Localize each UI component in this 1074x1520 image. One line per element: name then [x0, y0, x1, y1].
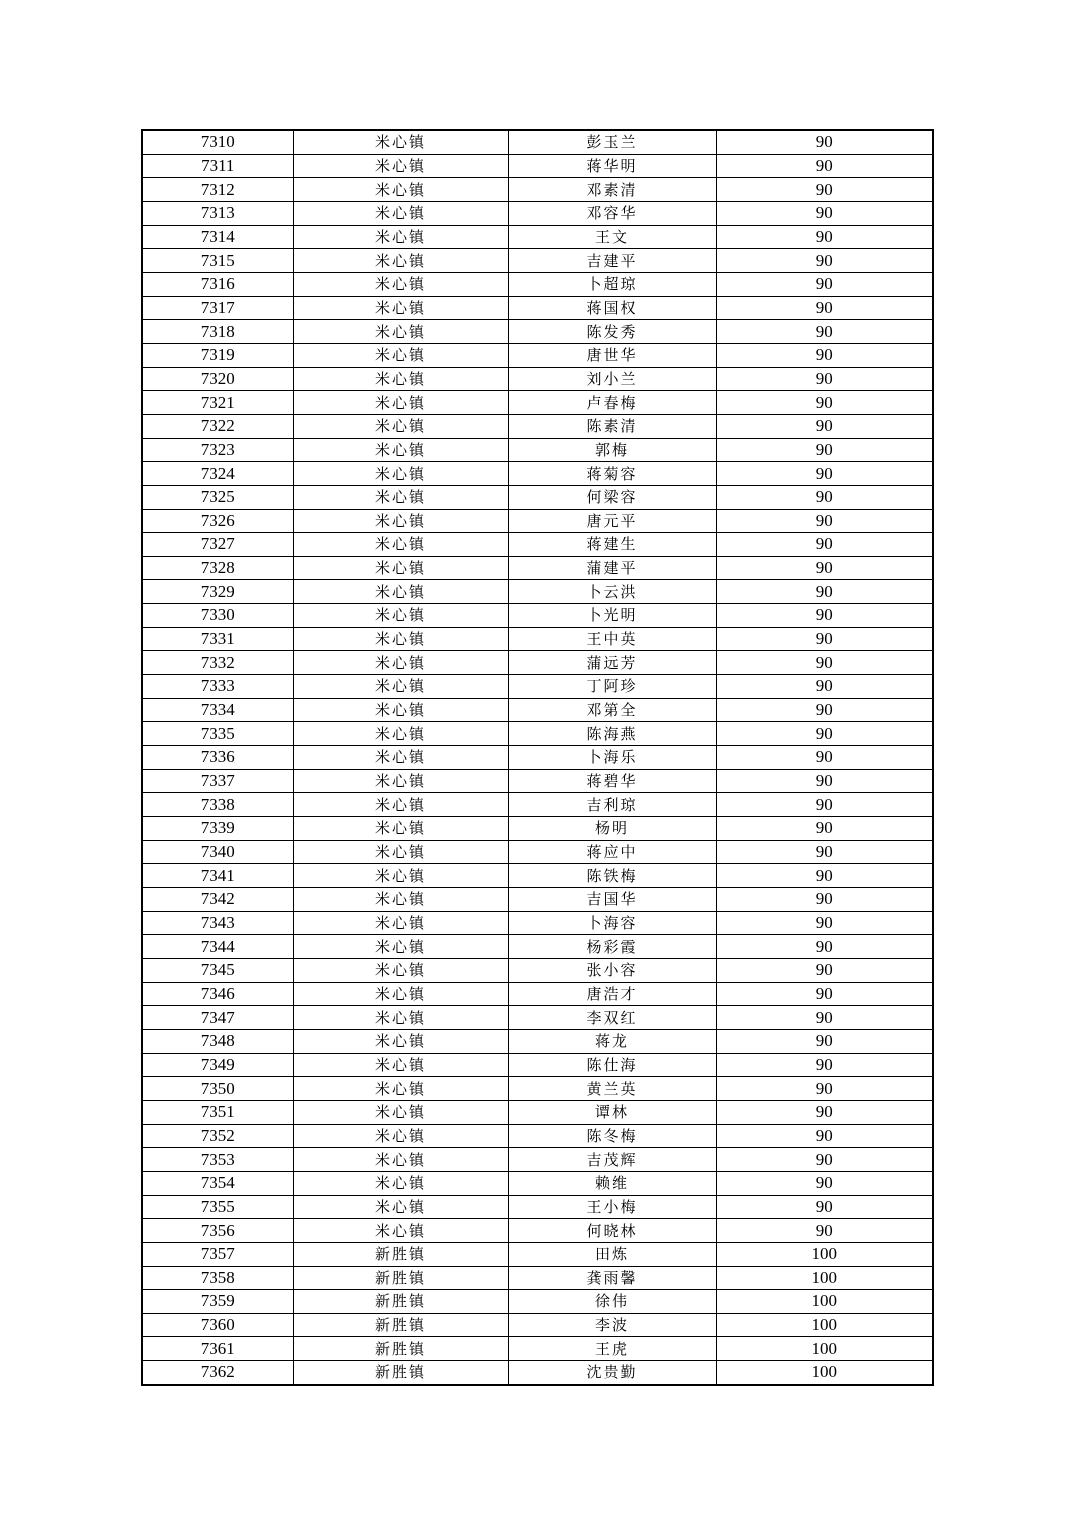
table-row [142, 982, 933, 1006]
cell-id: 7325 [142, 485, 293, 509]
table-row [142, 320, 933, 344]
cell-id: 7345 [142, 958, 293, 982]
cell-id: 7334 [142, 698, 293, 722]
cell-town: 米心镇 [293, 580, 508, 604]
cell-town: 米心镇 [293, 154, 508, 178]
cell-amount: 90 [716, 698, 933, 722]
cell-amount: 90 [716, 675, 933, 699]
cell-id: 7321 [142, 391, 293, 415]
cell-name: 唐世华 [508, 343, 716, 367]
cell-name: 李双红 [508, 1006, 716, 1030]
cell-town: 米心镇 [293, 1124, 508, 1148]
table-row [142, 888, 933, 912]
cell-town: 米心镇 [293, 414, 508, 438]
cell-name: 何晓林 [508, 1219, 716, 1243]
table-row [142, 840, 933, 864]
table-row [142, 651, 933, 675]
cell-town: 米心镇 [293, 1148, 508, 1172]
cell-name: 何梁容 [508, 485, 716, 509]
cell-town: 米心镇 [293, 320, 508, 344]
table-row [142, 627, 933, 651]
table-row [142, 864, 933, 888]
cell-name: 陈冬梅 [508, 1124, 716, 1148]
cell-id: 7340 [142, 840, 293, 864]
cell-amount: 90 [716, 272, 933, 296]
table-row [142, 130, 933, 154]
table-row [142, 1124, 933, 1148]
cell-id: 7361 [142, 1337, 293, 1361]
table-row [142, 201, 933, 225]
cell-town: 米心镇 [293, 1006, 508, 1030]
cell-id: 7328 [142, 556, 293, 580]
cell-amount: 90 [716, 793, 933, 817]
cell-name: 郭梅 [508, 438, 716, 462]
cell-id: 7355 [142, 1195, 293, 1219]
cell-id: 7315 [142, 249, 293, 273]
cell-id: 7347 [142, 1006, 293, 1030]
cell-name: 蒋建生 [508, 533, 716, 557]
cell-name: 彭玉兰 [508, 130, 716, 154]
cell-id: 7324 [142, 462, 293, 486]
table-row [142, 911, 933, 935]
table-row [142, 154, 933, 178]
cell-name: 陈海燕 [508, 722, 716, 746]
cell-name: 吉茂辉 [508, 1148, 716, 1172]
cell-town: 米心镇 [293, 982, 508, 1006]
cell-amount: 90 [716, 485, 933, 509]
cell-name: 杨明 [508, 817, 716, 841]
cell-name: 吉建平 [508, 249, 716, 273]
cell-town: 米心镇 [293, 651, 508, 675]
cell-id: 7349 [142, 1053, 293, 1077]
cell-id: 7319 [142, 343, 293, 367]
cell-id: 7353 [142, 1148, 293, 1172]
table-row [142, 1053, 933, 1077]
cell-id: 7320 [142, 367, 293, 391]
cell-id: 7348 [142, 1029, 293, 1053]
cell-name: 黄兰英 [508, 1077, 716, 1101]
cell-name: 王虎 [508, 1337, 716, 1361]
table-row [142, 1006, 933, 1030]
cell-town: 米心镇 [293, 935, 508, 959]
table-row [142, 935, 933, 959]
table-row [142, 817, 933, 841]
cell-id: 7344 [142, 935, 293, 959]
cell-id: 7346 [142, 982, 293, 1006]
table-row [142, 391, 933, 415]
table-row [142, 722, 933, 746]
cell-town: 米心镇 [293, 1195, 508, 1219]
table-row [142, 296, 933, 320]
cell-town: 米心镇 [293, 533, 508, 557]
cell-name: 蒋龙 [508, 1029, 716, 1053]
cell-amount: 90 [716, 864, 933, 888]
table-row [142, 1100, 933, 1124]
cell-amount: 90 [716, 201, 933, 225]
cell-town: 米心镇 [293, 201, 508, 225]
cell-id: 7362 [142, 1361, 293, 1385]
cell-amount: 90 [716, 225, 933, 249]
table-row [142, 1195, 933, 1219]
cell-amount: 100 [716, 1242, 933, 1266]
cell-name: 卜超琼 [508, 272, 716, 296]
cell-amount: 90 [716, 746, 933, 770]
cell-id: 7336 [142, 746, 293, 770]
cell-amount: 90 [716, 1053, 933, 1077]
cell-town: 新胜镇 [293, 1242, 508, 1266]
cell-id: 7360 [142, 1313, 293, 1337]
cell-name: 邓第全 [508, 698, 716, 722]
cell-id: 7351 [142, 1100, 293, 1124]
cell-id: 7330 [142, 604, 293, 628]
cell-name: 龚雨馨 [508, 1266, 716, 1290]
cell-amount: 100 [716, 1266, 933, 1290]
cell-amount: 90 [716, 1148, 933, 1172]
cell-id: 7342 [142, 888, 293, 912]
cell-id: 7359 [142, 1290, 293, 1314]
cell-id: 7329 [142, 580, 293, 604]
cell-town: 新胜镇 [293, 1290, 508, 1314]
cell-town: 米心镇 [293, 178, 508, 202]
cell-town: 米心镇 [293, 769, 508, 793]
cell-id: 7332 [142, 651, 293, 675]
cell-amount: 90 [716, 911, 933, 935]
cell-amount: 90 [716, 1100, 933, 1124]
cell-amount: 100 [716, 1290, 933, 1314]
cell-amount: 90 [716, 1124, 933, 1148]
table-row [142, 958, 933, 982]
cell-town: 米心镇 [293, 1077, 508, 1101]
cell-amount: 100 [716, 1313, 933, 1337]
cell-amount: 90 [716, 604, 933, 628]
cell-amount: 90 [716, 580, 933, 604]
cell-name: 蒋应中 [508, 840, 716, 864]
cell-name: 唐浩才 [508, 982, 716, 1006]
table-row [142, 1077, 933, 1101]
cell-name: 李波 [508, 1313, 716, 1337]
table-row [142, 793, 933, 817]
cell-name: 邓容华 [508, 201, 716, 225]
table-row [142, 675, 933, 699]
table-row [142, 225, 933, 249]
cell-id: 7350 [142, 1077, 293, 1101]
cell-id: 7327 [142, 533, 293, 557]
table-row [142, 272, 933, 296]
cell-town: 米心镇 [293, 864, 508, 888]
cell-amount: 90 [716, 1195, 933, 1219]
cell-town: 米心镇 [293, 343, 508, 367]
cell-town: 米心镇 [293, 817, 508, 841]
cell-name: 吉利琼 [508, 793, 716, 817]
cell-id: 7318 [142, 320, 293, 344]
cell-amount: 90 [716, 1029, 933, 1053]
cell-name: 杨彩霞 [508, 935, 716, 959]
table-row [142, 367, 933, 391]
cell-amount: 90 [716, 178, 933, 202]
cell-amount: 90 [716, 840, 933, 864]
cell-id: 7339 [142, 817, 293, 841]
cell-town: 米心镇 [293, 367, 508, 391]
cell-name: 蒋碧华 [508, 769, 716, 793]
cell-id: 7352 [142, 1124, 293, 1148]
cell-name: 陈发秀 [508, 320, 716, 344]
cell-amount: 90 [716, 651, 933, 675]
cell-town: 新胜镇 [293, 1361, 508, 1385]
table-row [142, 1290, 933, 1314]
cell-name: 王小梅 [508, 1195, 716, 1219]
cell-name: 卜海容 [508, 911, 716, 935]
cell-name: 蒋菊容 [508, 462, 716, 486]
table-row [142, 1029, 933, 1053]
cell-name: 陈仕海 [508, 1053, 716, 1077]
cell-amount: 90 [716, 414, 933, 438]
cell-town: 米心镇 [293, 604, 508, 628]
table-row [142, 1219, 933, 1243]
table-row [142, 509, 933, 533]
cell-id: 7322 [142, 414, 293, 438]
cell-id: 7311 [142, 154, 293, 178]
cell-town: 米心镇 [293, 485, 508, 509]
cell-amount: 90 [716, 509, 933, 533]
cell-town: 米心镇 [293, 130, 508, 154]
cell-town: 米心镇 [293, 746, 508, 770]
cell-name: 刘小兰 [508, 367, 716, 391]
cell-amount: 90 [716, 249, 933, 273]
cell-amount: 90 [716, 320, 933, 344]
cell-id: 7335 [142, 722, 293, 746]
cell-id: 7354 [142, 1171, 293, 1195]
cell-amount: 90 [716, 438, 933, 462]
cell-id: 7331 [142, 627, 293, 651]
cell-name: 唐元平 [508, 509, 716, 533]
cell-name: 邓素清 [508, 178, 716, 202]
cell-amount: 90 [716, 982, 933, 1006]
cell-id: 7316 [142, 272, 293, 296]
cell-id: 7312 [142, 178, 293, 202]
cell-name: 徐伟 [508, 1290, 716, 1314]
table-row [142, 1171, 933, 1195]
cell-town: 米心镇 [293, 438, 508, 462]
cell-amount: 90 [716, 391, 933, 415]
table-row [142, 769, 933, 793]
cell-name: 蒲建平 [508, 556, 716, 580]
cell-amount: 90 [716, 1171, 933, 1195]
table-row [142, 438, 933, 462]
cell-amount: 90 [716, 817, 933, 841]
cell-town: 米心镇 [293, 391, 508, 415]
cell-id: 7341 [142, 864, 293, 888]
cell-amount: 100 [716, 1337, 933, 1361]
cell-town: 米心镇 [293, 888, 508, 912]
cell-name: 蒲远芳 [508, 651, 716, 675]
table-row [142, 556, 933, 580]
table-row [142, 1242, 933, 1266]
cell-town: 米心镇 [293, 1029, 508, 1053]
table-row [142, 1148, 933, 1172]
cell-id: 7357 [142, 1242, 293, 1266]
cell-name: 谭林 [508, 1100, 716, 1124]
cell-id: 7317 [142, 296, 293, 320]
cell-amount: 90 [716, 627, 933, 651]
cell-town: 米心镇 [293, 225, 508, 249]
table-row [142, 1361, 933, 1385]
cell-amount: 100 [716, 1361, 933, 1385]
table-body [142, 130, 933, 1385]
cell-amount: 90 [716, 722, 933, 746]
cell-town: 新胜镇 [293, 1266, 508, 1290]
cell-town: 米心镇 [293, 462, 508, 486]
table-row [142, 178, 933, 202]
cell-town: 米心镇 [293, 272, 508, 296]
cell-name: 卜光明 [508, 604, 716, 628]
cell-id: 7313 [142, 201, 293, 225]
subsidy-table [141, 129, 934, 1386]
cell-amount: 90 [716, 296, 933, 320]
cell-town: 米心镇 [293, 1053, 508, 1077]
cell-id: 7326 [142, 509, 293, 533]
cell-name: 田炼 [508, 1242, 716, 1266]
cell-name: 卜海乐 [508, 746, 716, 770]
cell-town: 米心镇 [293, 911, 508, 935]
cell-name: 张小容 [508, 958, 716, 982]
cell-amount: 90 [716, 1006, 933, 1030]
cell-name: 陈素清 [508, 414, 716, 438]
cell-name: 吉国华 [508, 888, 716, 912]
cell-town: 米心镇 [293, 1100, 508, 1124]
cell-name: 蒋华明 [508, 154, 716, 178]
cell-town: 米心镇 [293, 675, 508, 699]
cell-town: 米心镇 [293, 556, 508, 580]
cell-id: 7343 [142, 911, 293, 935]
cell-name: 王中英 [508, 627, 716, 651]
cell-id: 7333 [142, 675, 293, 699]
cell-town: 米心镇 [293, 509, 508, 533]
cell-town: 新胜镇 [293, 1337, 508, 1361]
cell-amount: 90 [716, 343, 933, 367]
cell-id: 7338 [142, 793, 293, 817]
cell-town: 米心镇 [293, 627, 508, 651]
cell-town: 米心镇 [293, 1219, 508, 1243]
cell-amount: 90 [716, 154, 933, 178]
table-row [142, 462, 933, 486]
cell-amount: 90 [716, 769, 933, 793]
cell-town: 米心镇 [293, 793, 508, 817]
cell-name: 蒋国权 [508, 296, 716, 320]
cell-id: 7314 [142, 225, 293, 249]
cell-amount: 90 [716, 130, 933, 154]
table-row [142, 343, 933, 367]
cell-name: 沈贵勤 [508, 1361, 716, 1385]
cell-name: 卢春梅 [508, 391, 716, 415]
cell-town: 米心镇 [293, 958, 508, 982]
cell-id: 7310 [142, 130, 293, 154]
cell-amount: 90 [716, 888, 933, 912]
cell-name: 陈铁梅 [508, 864, 716, 888]
table-row [142, 604, 933, 628]
cell-town: 米心镇 [293, 698, 508, 722]
cell-town: 米心镇 [293, 840, 508, 864]
cell-amount: 90 [716, 1219, 933, 1243]
table-row [142, 1313, 933, 1337]
cell-amount: 90 [716, 935, 933, 959]
table-row [142, 414, 933, 438]
cell-name: 王文 [508, 225, 716, 249]
table-row [142, 533, 933, 557]
cell-town: 米心镇 [293, 296, 508, 320]
cell-name: 卜云洪 [508, 580, 716, 604]
cell-name: 丁阿珍 [508, 675, 716, 699]
cell-id: 7358 [142, 1266, 293, 1290]
table-row [142, 249, 933, 273]
table-row [142, 580, 933, 604]
cell-id: 7323 [142, 438, 293, 462]
cell-amount: 90 [716, 367, 933, 391]
cell-amount: 90 [716, 958, 933, 982]
cell-id: 7356 [142, 1219, 293, 1243]
table-row [142, 1266, 933, 1290]
cell-amount: 90 [716, 1077, 933, 1101]
cell-town: 米心镇 [293, 1171, 508, 1195]
cell-id: 7337 [142, 769, 293, 793]
table-row [142, 746, 933, 770]
table-row [142, 698, 933, 722]
cell-name: 赖维 [508, 1171, 716, 1195]
table-row [142, 485, 933, 509]
cell-amount: 90 [716, 533, 933, 557]
table-row [142, 1337, 933, 1361]
cell-town: 米心镇 [293, 722, 508, 746]
cell-town: 新胜镇 [293, 1313, 508, 1337]
cell-amount: 90 [716, 462, 933, 486]
cell-amount: 90 [716, 556, 933, 580]
cell-town: 米心镇 [293, 249, 508, 273]
